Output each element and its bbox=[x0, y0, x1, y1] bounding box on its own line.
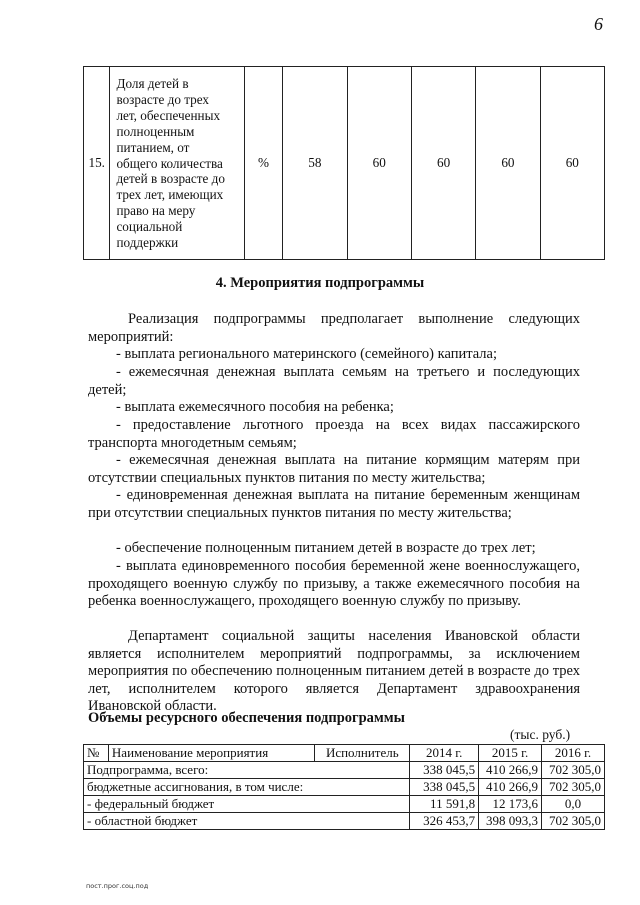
table-row bbox=[84, 779, 605, 796]
list-item: - единовременная денежная выплата на питание беременным женщинам при отсутствии специальных пунктов питания по месту жительства; bbox=[88, 487, 580, 521]
list-item: - выплата ежемесячного пособия на ребенка; bbox=[116, 399, 394, 415]
desc-line: лет, обеспеченных bbox=[116, 107, 221, 123]
cell-2014: 338 045,5 bbox=[410, 762, 479, 779]
indicator-table bbox=[83, 66, 605, 260]
resources-table bbox=[83, 744, 605, 830]
list-item: - ежемесячная денежная выплата семьям на третьего и последующих детей; bbox=[88, 364, 580, 398]
desc-line: социальной bbox=[116, 219, 183, 235]
value-cell: 60 bbox=[411, 67, 475, 260]
cell-2014: 326 453,7 bbox=[410, 813, 479, 830]
table-row bbox=[84, 67, 605, 260]
cell-2015: 398 093,3 bbox=[479, 813, 542, 830]
col-header: Наименование мероприятия bbox=[108, 745, 314, 762]
cell-2015: 12 173,6 bbox=[479, 796, 542, 813]
paragraph: Департамент социальной защиты населения Ивановской области является исполнителем мероприятий подпрограммы, за исключением мероприятия по обеспечению полноценным питанием детей в возрасте до трех лет, исполнителем которого является Департамент здравоохранения Ивановской области. bbox=[88, 628, 580, 714]
value-cell: 58 bbox=[283, 67, 347, 260]
desc-line: Доля детей в bbox=[116, 76, 189, 92]
cell-2016: 702 305,0 bbox=[542, 813, 605, 830]
paragraph: Реализация подпрограммы предполагает выполнение следующих мероприятий: bbox=[88, 311, 580, 345]
desc-line: общего количества bbox=[116, 155, 223, 171]
table-row bbox=[84, 796, 605, 813]
col-header: 2015 г. bbox=[479, 745, 542, 762]
section-title: 4. Мероприятия подпрограммы bbox=[215, 275, 425, 291]
cell-2016: 702 305,0 bbox=[542, 762, 605, 779]
row-label: Подпрограмма, всего: bbox=[84, 762, 410, 779]
row-label: - областной бюджет bbox=[84, 813, 410, 830]
desc-line: право на меру bbox=[116, 203, 196, 219]
col-header: № bbox=[84, 745, 109, 762]
desc-line: детей в возрасте до bbox=[116, 171, 225, 187]
units-note: (тыс. руб.) bbox=[510, 727, 571, 742]
cell-2015: 410 266,9 bbox=[479, 779, 542, 796]
footer-filename: пост.прог.соц.под bbox=[86, 882, 149, 890]
row-number: 15. bbox=[84, 67, 110, 260]
desc-line: трех лет, имеющих bbox=[116, 187, 224, 203]
desc-line: возрасте до трех bbox=[116, 91, 209, 107]
page-number: 6 bbox=[594, 14, 603, 34]
value-cell: 60 bbox=[347, 67, 411, 260]
table-row bbox=[84, 762, 605, 779]
col-header: Исполнитель bbox=[315, 745, 410, 762]
indicator-description bbox=[110, 67, 244, 260]
desc-line: поддержки bbox=[116, 235, 179, 251]
list-item: - выплата единовременного пособия беременной жене военнослужащего, проходящего военную службу по призыву, а также ежемесячного пособия на ребенка военнослужащего, проходящего военную службу по призыву. bbox=[88, 558, 580, 609]
unit-cell: % bbox=[244, 67, 282, 260]
row-label: бюджетные ассигнования, в том числе: bbox=[84, 779, 410, 796]
col-header: 2016 г. bbox=[542, 745, 605, 762]
value-cell: 60 bbox=[476, 67, 540, 260]
table-row bbox=[84, 813, 605, 830]
resources-title: Объемы ресурсного обеспечения подпрограммы bbox=[88, 710, 405, 726]
cell-2016: 0,0 bbox=[542, 796, 605, 813]
col-header: 2014 г. bbox=[410, 745, 479, 762]
cell-2016: 702 305,0 bbox=[542, 779, 605, 796]
cell-2014: 11 591,8 bbox=[410, 796, 479, 813]
desc-line: питанием, от bbox=[116, 139, 190, 155]
cell-2015: 410 266,9 bbox=[479, 762, 542, 779]
table-header-row bbox=[84, 745, 605, 762]
list-item: - предоставление льготного проезда на всех видах пассажирского транспорта многодетным семьям; bbox=[88, 417, 580, 451]
list-item: - выплата регионального материнского (семейного) капитала; bbox=[116, 346, 498, 362]
desc-line: полноценным bbox=[116, 123, 195, 139]
row-label: - федеральный бюджет bbox=[84, 796, 410, 813]
value-cell: 60 bbox=[540, 67, 604, 260]
cell-2014: 338 045,5 bbox=[410, 779, 479, 796]
list-item: - ежемесячная денежная выплата на питание кормящим матерям при отсутствии специальных пунктов питания по месту жительства; bbox=[88, 452, 580, 486]
list-item: - обеспечение полноценным питанием детей в возрасте до трех лет; bbox=[116, 540, 536, 556]
